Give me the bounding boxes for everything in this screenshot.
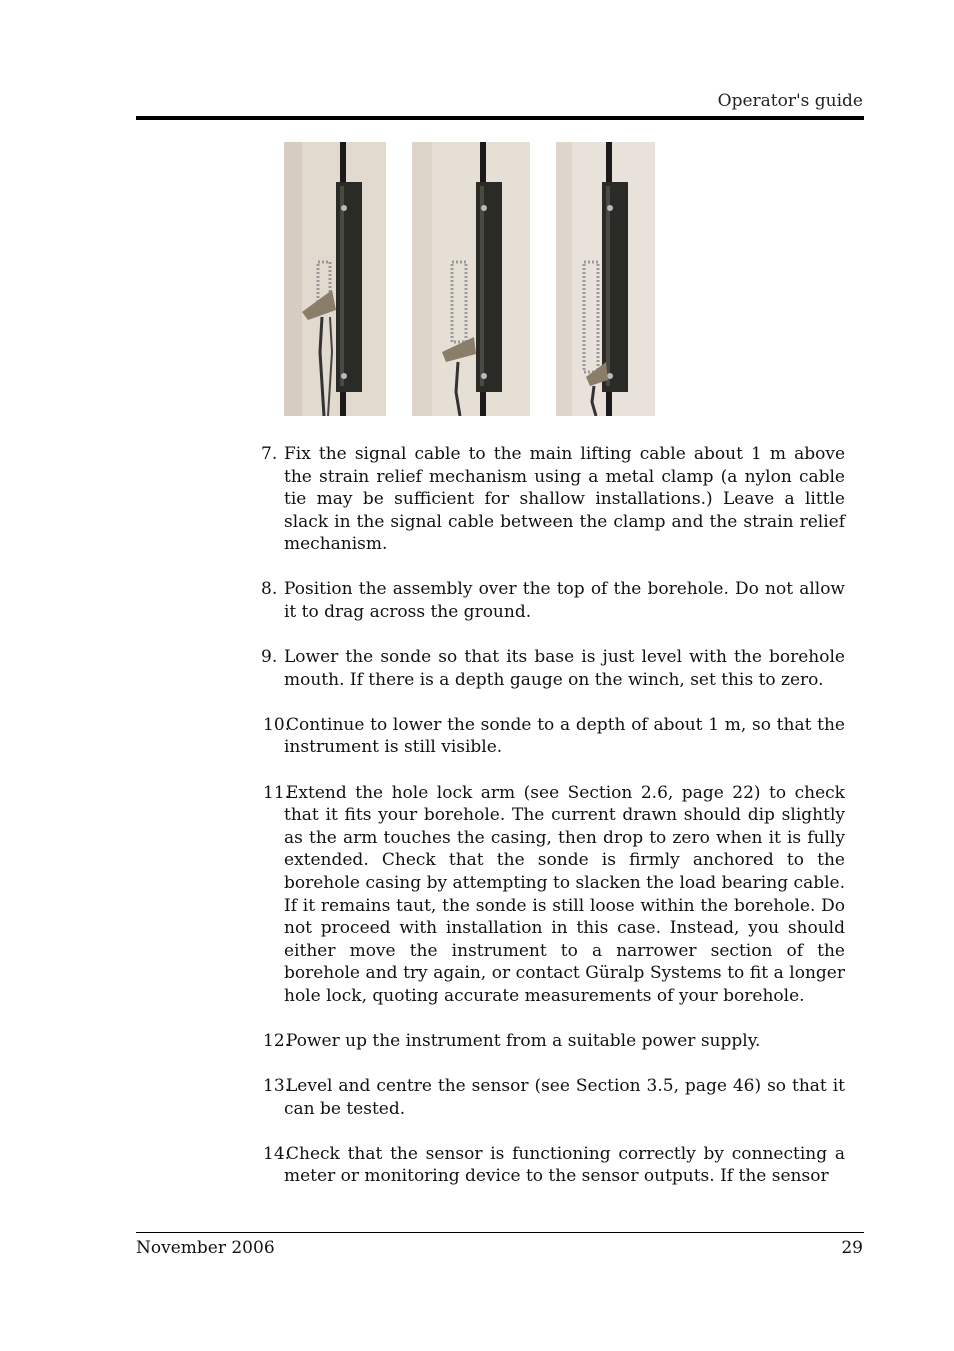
list-item: [261, 443, 845, 556]
step-number: 8.: [261, 579, 278, 600]
photo-strain-relief-1: [284, 142, 386, 416]
step-text: Continue to lower the sonde to a depth of about 1 m, so that the instrument is still visible.: [284, 714, 845, 758]
step-text: Check that the sensor is functioning correctly by connecting a meter or monitoring device to the sensor outputs. If the sensor: [284, 1143, 845, 1187]
step-text: Extend the hole lock arm (see Section 2.6, page 22) to check that it fits your borehole. The current drawn should dip slightly as the arm touches the casing, then drop to zero when it is fully extended. Check that the sonde is firmly anchored to the borehole casing by attempting to slacken the load bearing cable. If it remains taut, the sonde is still loose within the borehole. Do not proceed with installation in this case. Instead, you should either move the instrument to a narrower section of the borehole and try again, or contact Güralp Systems to fit a longer hole lock, quoting accurate measurements of your borehole.: [284, 782, 845, 1006]
step-text: Level and centre the sensor (see Section 3.5, page 46) so that it can be tested.: [284, 1076, 845, 1119]
step-number: 12.: [263, 1030, 291, 1051]
list-item: [261, 578, 845, 623]
list-item: [261, 714, 845, 759]
photo-strain-relief-2: [412, 142, 530, 416]
list-item: [261, 646, 845, 691]
step-text: Fix the signal cable to the main lifting cable about 1 m above the strain relief mechanism using a metal clamp (a nylon cable tie may be sufficient for shallow installations.) Leave a little slack in the signal cable between the clamp and the strain relief mechanism.: [284, 444, 845, 555]
step-number: 9.: [261, 647, 278, 668]
list-item: [261, 1075, 845, 1120]
step-text: Position the assembly over the top of the borehole. Do not allow it to drag across the ground.: [284, 579, 845, 623]
step-number: 14.: [263, 1143, 291, 1164]
photo-strain-relief-3: [556, 142, 655, 416]
list-item: [261, 782, 845, 1008]
step-text: Power up the instrument from a suitable power supply.: [286, 1030, 761, 1051]
step-number: 10.: [263, 714, 291, 735]
list-item: [261, 1143, 845, 1188]
page-number: 29: [841, 1238, 863, 1258]
list-item: [261, 1030, 845, 1053]
running-header: Operator's guide: [717, 91, 863, 111]
step-number: 13.: [263, 1076, 291, 1097]
header-rule: [136, 116, 864, 120]
footer-rule: [136, 1232, 864, 1233]
step-number: 7.: [261, 444, 278, 464]
footer-date: November 2006: [136, 1238, 275, 1258]
step-text: Lower the sonde so that its base is just level with the borehole mouth. If there is a depth gauge on the winch, set this to zero.: [284, 647, 845, 690]
installation-steps: [261, 443, 845, 1210]
step-number: 11.: [263, 782, 291, 803]
